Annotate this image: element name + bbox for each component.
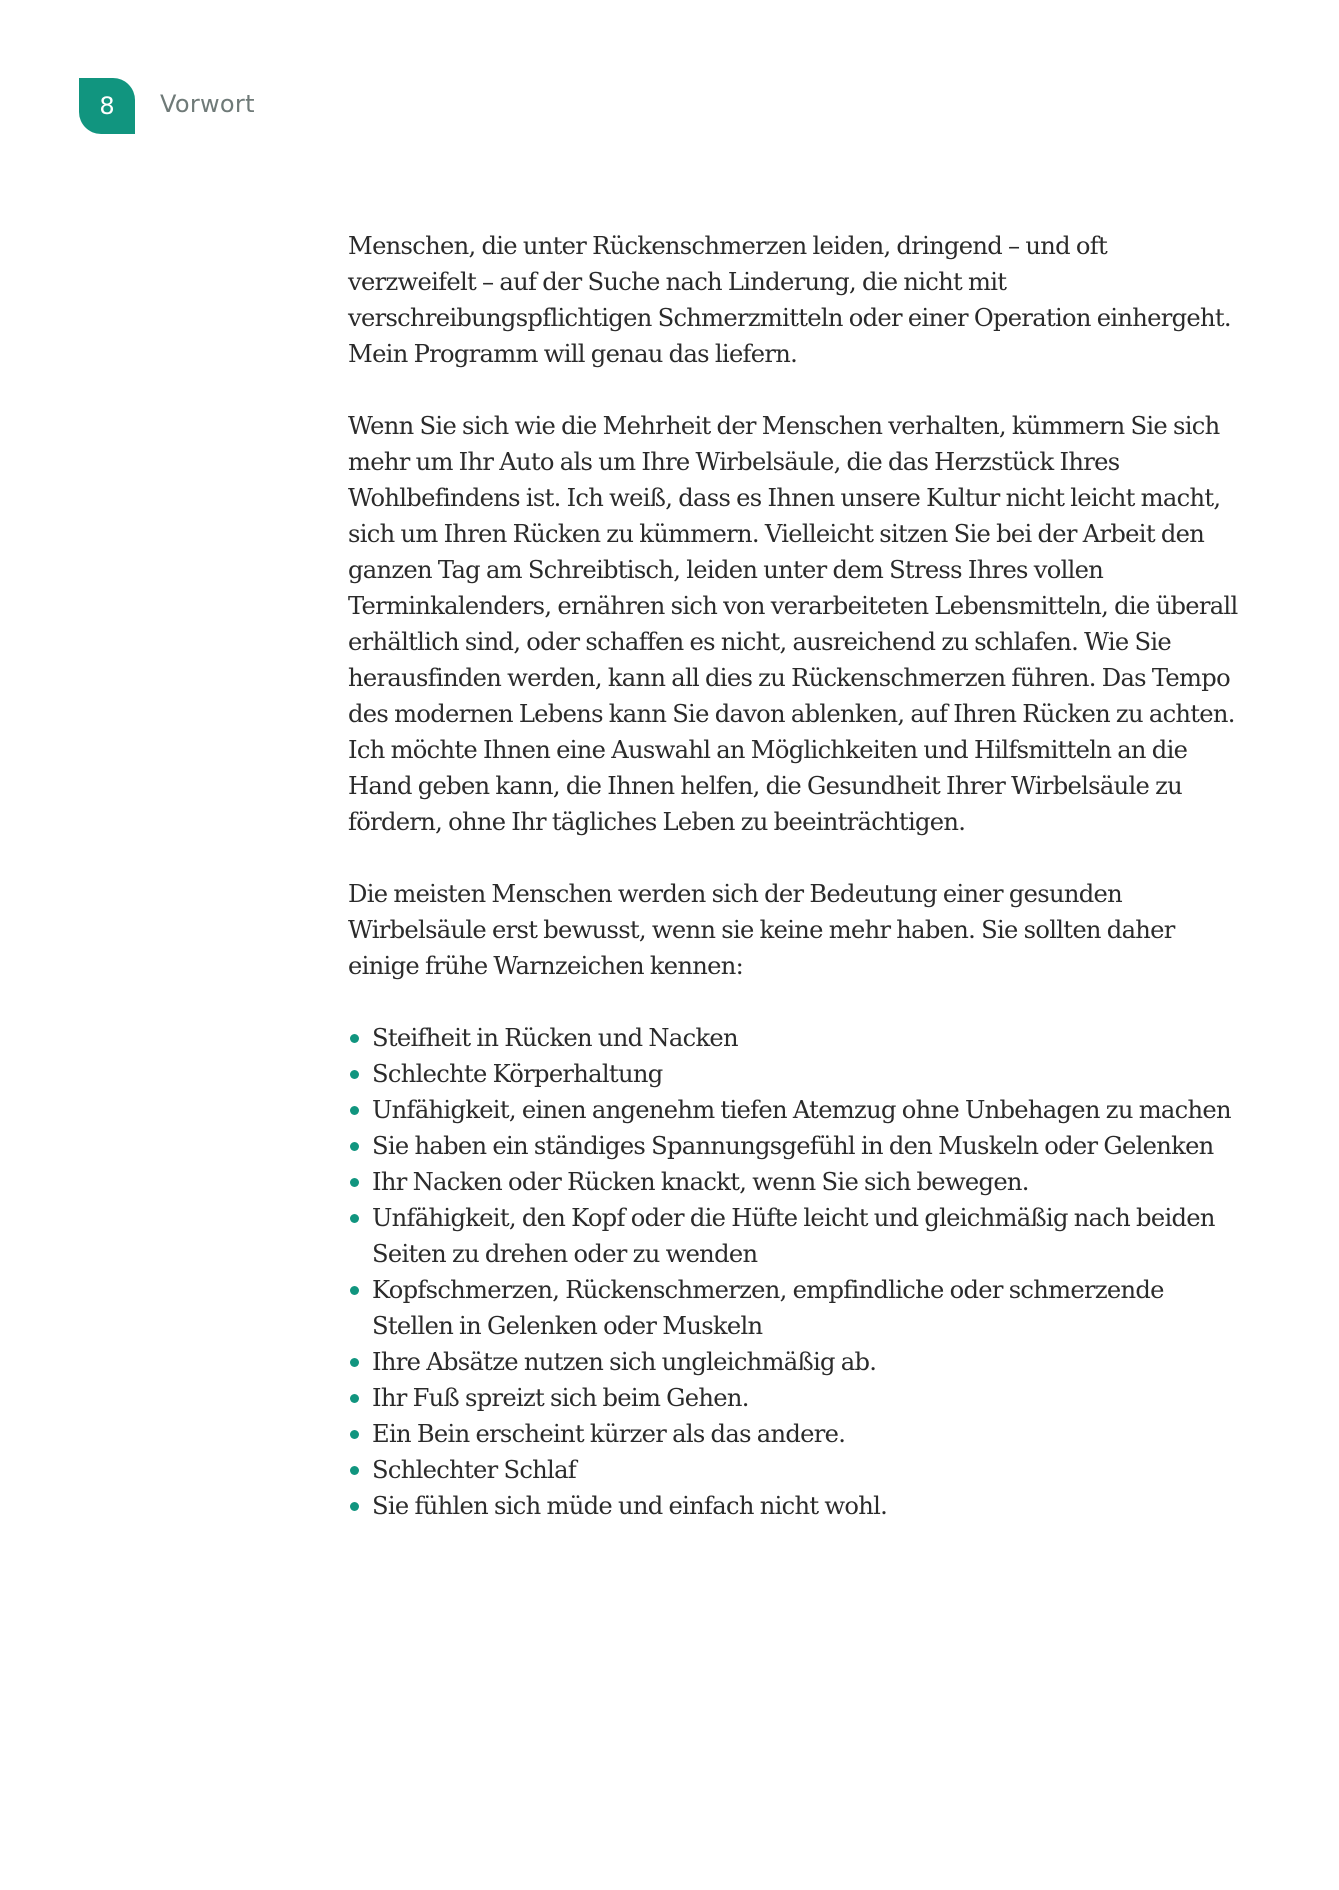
list-item-text: Unfähigkeit, einen angenehm tiefen Atemzug ohne Unbehagen zu machen xyxy=(372,1096,1231,1124)
list-item-text: Steifheit in Rücken und Nacken xyxy=(372,1024,738,1052)
list-item-text: Ein Bein erscheint kürzer als das andere. xyxy=(372,1420,846,1448)
list-item xyxy=(348,1020,1238,1056)
page-number: 8 xyxy=(99,92,115,120)
list-item-text: Ihr Nacken oder Rücken knackt, wenn Sie sich bewegen. xyxy=(372,1168,1029,1196)
list-item xyxy=(348,1380,1238,1416)
list-item-text: Schlechte Körperhaltung xyxy=(372,1060,663,1088)
list-item xyxy=(348,1488,1238,1524)
list-item xyxy=(348,1092,1238,1128)
paragraph-intro: Menschen, die unter Rückenschmerzen leiden, dringend – und oft verzweifelt – auf der Suche nach Linderung, die nicht mit verschreibungspflichtigen Schmerzmitteln oder einer Operation einhergeht. Mein Programm will genau das liefern. xyxy=(348,232,1231,368)
paragraph-lifestyle: Wenn Sie sich wie die Mehrheit der Menschen verhalten, kümmern Sie sich mehr um Ihr Auto als um Ihre Wirbelsäule, die das Herzstück Ihres Wohlbefindens ist. Ich weiß, dass es Ihnen unsere Kultur nicht leicht macht, sich um Ihren Rücken zu kümmern. Vielleicht sitzen Sie bei der Arbeit den ganzen Tag am Schreibtisch, leiden unter dem Stress Ihres vollen Terminkalenders, ernähren sich von verarbeiteten Lebensmitteln, die überall erhältlich sind, oder schaffen es nicht, ausreichend zu schlafen. Wie Sie herausfinden werden, kann all dies zu Rückenschmerzen führen. Das Tempo des modernen Lebens kann Sie davon ablenken, auf Ihren Rücken zu achten. Ich möchte Ihnen eine Auswahl an Möglichkeiten und Hilfsmitteln an die Hand geben kann, die Ihnen helfen, die Gesundheit Ihrer Wirbelsäule zu fördern, ohne Ihr tägliches Leben zu beeinträchtigen. xyxy=(348,412,1238,836)
page-number-badge xyxy=(79,78,135,134)
list-item xyxy=(348,1164,1238,1200)
bullet-icon xyxy=(350,1286,359,1295)
list-item-text: Schlechter Schlaf xyxy=(372,1456,577,1484)
bullet-icon xyxy=(350,1142,359,1151)
bullet-icon xyxy=(350,1502,359,1511)
list-item xyxy=(348,1056,1238,1092)
list-item xyxy=(348,1416,1238,1452)
list-item-text: Ihre Absätze nutzen sich ungleichmäßig ab. xyxy=(372,1348,877,1376)
list-item-text: Unfähigkeit, den Kopf oder die Hüfte leicht und gleichmäßig nach beiden Seiten zu drehen oder zu wenden xyxy=(372,1204,1215,1268)
bullet-icon xyxy=(350,1178,359,1187)
list-item xyxy=(348,1272,1238,1344)
list-item-text: Sie fühlen sich müde und einfach nicht wohl. xyxy=(372,1492,888,1520)
list-item xyxy=(348,1452,1238,1488)
bullet-icon xyxy=(350,1034,359,1043)
list-item xyxy=(348,1344,1238,1380)
bullet-icon xyxy=(350,1394,359,1403)
list-item xyxy=(348,1128,1238,1164)
bullet-icon xyxy=(350,1358,359,1367)
bullet-icon xyxy=(350,1430,359,1439)
list-item xyxy=(348,1200,1238,1272)
bullet-icon xyxy=(350,1070,359,1079)
bullet-icon xyxy=(350,1466,359,1475)
running-head-title: Vorwort xyxy=(160,90,255,118)
list-item-text: Ihr Fuß spreizt sich beim Gehen. xyxy=(372,1384,749,1412)
bullet-icon xyxy=(350,1214,359,1223)
list-item-text: Kopfschmerzen, Rückenschmerzen, empfindliche oder schmerzende Stellen in Gelenken oder Muskeln xyxy=(372,1276,1164,1340)
warning-signs-list xyxy=(348,1020,1238,1524)
body-text xyxy=(348,228,1238,1524)
bullet-icon xyxy=(350,1106,359,1115)
list-item-text: Sie haben ein ständiges Spannungsgefühl in den Muskeln oder Gelenken xyxy=(372,1132,1214,1160)
paragraph-warning-intro: Die meisten Menschen werden sich der Bedeutung einer gesunden Wirbelsäule erst bewusst, wenn sie keine mehr haben. Sie sollten daher einige frühe Warnzeichen kennen: xyxy=(348,880,1175,980)
